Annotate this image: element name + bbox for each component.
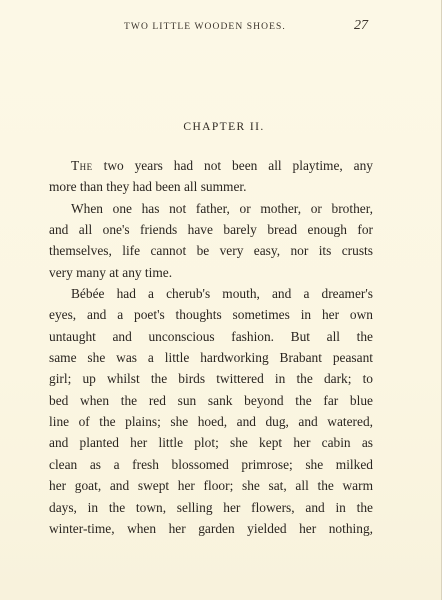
text-line-14: and planted her little plot; she kept her cabin as — [49, 435, 373, 451]
chapter-title: CHAPTER II. — [183, 121, 265, 133]
text-line-6: very many at any time. — [49, 264, 173, 280]
text-line-1-lead: The — [71, 158, 93, 173]
text-line-15: clean as a fresh blossomed primrose; she milked — [49, 456, 373, 472]
page-number: 27 — [354, 18, 368, 33]
text-line-11: girl; up whilst the birds twittered in the dark; to — [49, 371, 373, 387]
text-line-2: more than they had been all summer. — [49, 179, 247, 195]
text-line-9: untaught and unconscious fashion. But all the — [49, 328, 373, 344]
text-line-16: her goat, and swept her floor; she sat, all the warm — [49, 478, 373, 494]
text-line-1 — [49, 155, 373, 176]
body-text — [49, 155, 373, 539]
text-line-3: When one has not father, or mother, or brother, — [71, 200, 373, 216]
text-line-17: days, in the town, selling her flowers, and in the — [49, 499, 373, 515]
text-line-1-rest: two years had not been all playtime, any — [92, 158, 373, 173]
text-line-10: same she was a little hardworking Brabant peasant — [49, 350, 373, 366]
text-line-4: and all one's friends have barely bread enough for — [49, 222, 373, 238]
running-head: TWO LITTLE WOODEN SHOES. — [124, 22, 286, 32]
text-line-12: bed when the red sun sank beyond the far blue — [49, 392, 373, 408]
text-line-8: eyes, and a poet's thoughts sometimes in her own — [49, 307, 373, 323]
text-line-7: Bébée had a cherub's mouth, and a dreamer's — [71, 286, 373, 302]
text-line-5: themselves, life cannot be very easy, nor its crusts — [49, 243, 373, 259]
text-line-18: winter-time, when her garden yielded her nothing, — [49, 520, 373, 536]
text-line-13: line of the plains; she hoed, and dug, and watered, — [49, 414, 373, 430]
